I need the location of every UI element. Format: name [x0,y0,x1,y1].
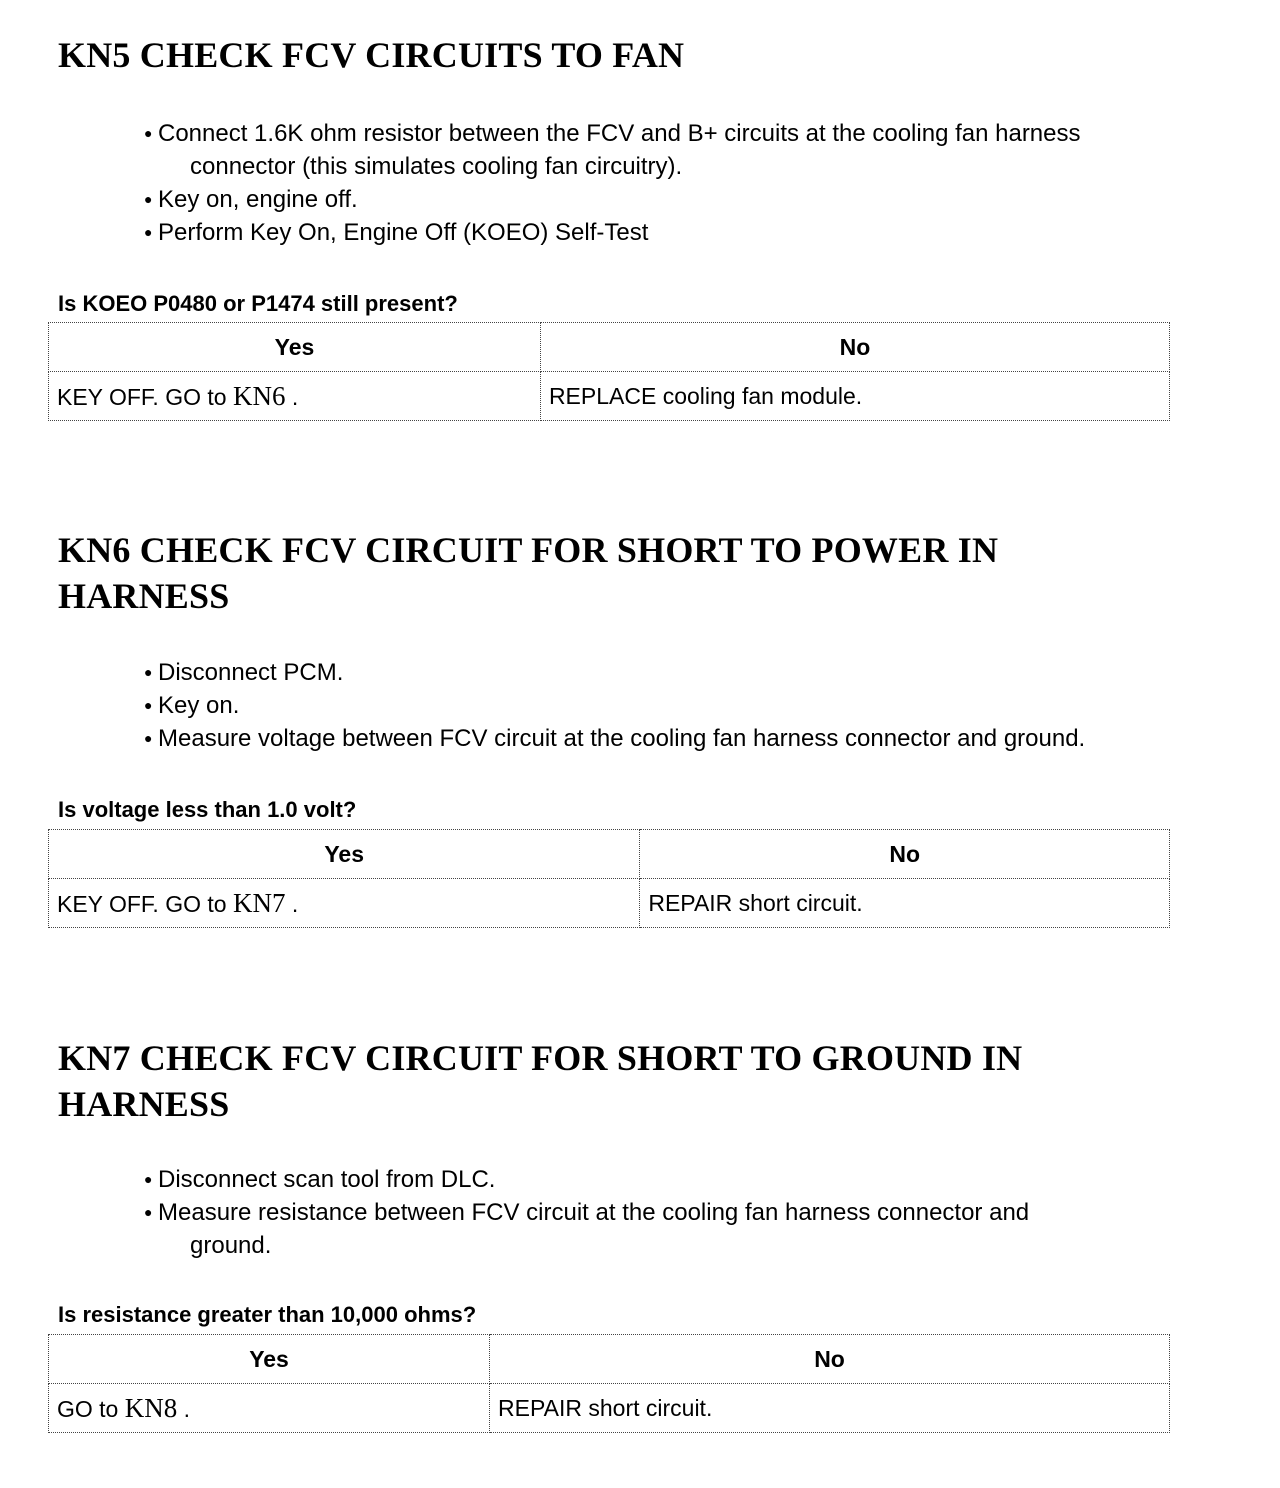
step-list [144,117,1244,249]
step-link-kn6[interactable]: KN6 [232,380,286,411]
step-link-kn8[interactable]: KN8 [124,1392,178,1423]
step-item: ● Perform Key On, Engine Off (KOEO) Self-Test [144,216,1244,249]
question-text: Is voltage less than 1.0 volt? [58,797,357,822]
step-link-kn7[interactable]: KN7 [232,887,286,918]
bullet-icon: ● [144,697,153,713]
step-item: ● Disconnect scan tool from DLC. [144,1163,1244,1196]
bullet-icon: ● [144,730,153,746]
bullet-icon: ● [144,1204,153,1220]
question-text: Is resistance greater than 10,000 ohms? [58,1302,477,1327]
no-cell: REPAIR short circuit. [640,879,1170,928]
step-item: ● Measure resistance between FCV circuit at the cooling fan harness connector and ground. [144,1196,1244,1262]
section-kn5 [58,32,1248,78]
section-title: KN5 CHECK FCV CIRCUITS TO FAN [58,35,685,75]
step-item: ● Disconnect PCM. [144,656,1244,689]
decision-table [48,322,1170,421]
step-item: ● Measure voltage between FCV circuit at the cooling fan harness connector and ground. [144,722,1244,755]
yes-header: Yes [49,1335,490,1384]
section-title-cont: HARNESS [58,1084,230,1124]
bullet-icon: ● [144,191,153,207]
step-list [144,1163,1244,1262]
step-item: ● Connect 1.6K ohm resistor between the FCV and B+ circuits at the cooling fan harness connector (this simulates cooling fan circuitry). [144,117,1244,183]
step-item: ● Key on. [144,689,1244,722]
decision-table [48,829,1170,928]
section-title: KN7 CHECK FCV CIRCUIT FOR SHORT TO GROUND IN [58,1038,1023,1078]
bullet-icon: ● [144,1171,153,1187]
section-kn7 [58,1035,1248,1127]
section-kn6 [58,527,1248,619]
no-header: No [640,830,1170,879]
yes-header: Yes [49,323,541,372]
decision-table [48,1334,1170,1433]
yes-header: Yes [49,830,640,879]
yes-cell: GO to KN8 . [49,1384,490,1433]
bullet-icon: ● [144,664,153,680]
step-list [144,656,1244,755]
no-cell: REPAIR short circuit. [490,1384,1170,1433]
yes-cell: KEY OFF. GO to KN6 . [49,372,541,421]
bullet-icon: ● [144,125,153,141]
no-header: No [540,323,1169,372]
no-cell: REPLACE cooling fan module. [540,372,1169,421]
question-text: Is KOEO P0480 or P1474 still present? [58,291,458,316]
no-header: No [490,1335,1170,1384]
section-title-cont: HARNESS [58,576,230,616]
bullet-icon: ● [144,224,153,240]
step-item: ● Key on, engine off. [144,183,1244,216]
yes-cell: KEY OFF. GO to KN7 . [49,879,640,928]
section-title: KN6 CHECK FCV CIRCUIT FOR SHORT TO POWER IN [58,530,999,570]
